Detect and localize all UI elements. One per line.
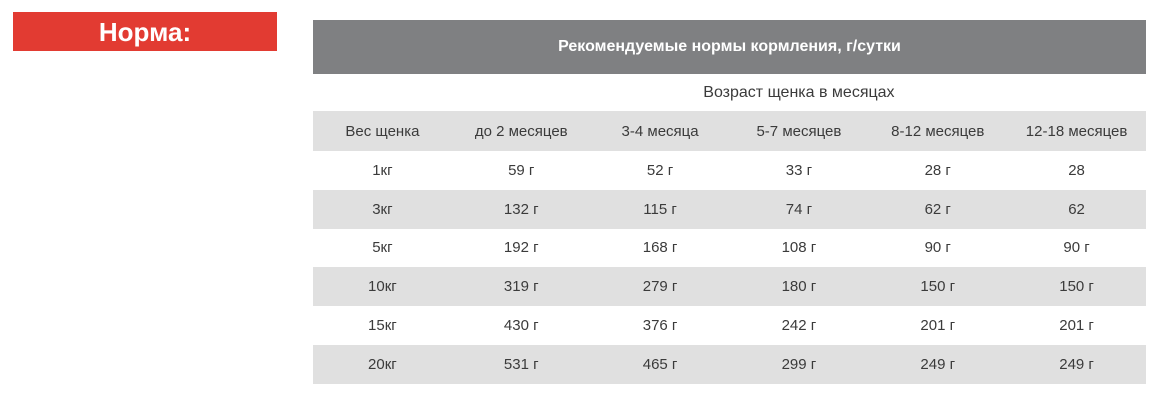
table-row — [313, 190, 1146, 229]
table-row — [313, 345, 1146, 384]
value-cell: 279 г — [642, 278, 678, 296]
value-cell: 28 — [1068, 161, 1085, 179]
weight-cell: 15кг — [368, 317, 397, 335]
value-cell: 201 г — [920, 317, 956, 335]
column-header-row — [313, 111, 1146, 151]
value-cell: 150 г — [920, 278, 956, 296]
value-cell: 376 г — [642, 317, 678, 335]
table-row — [313, 306, 1146, 345]
table-title-bar — [313, 20, 1146, 74]
value-cell: 115 г — [643, 200, 677, 218]
age-group-label: Возраст щенка в месяцах — [703, 83, 895, 101]
value-cell: 465 г — [642, 355, 678, 373]
weight-cell: 3кг — [372, 200, 393, 218]
table-row — [313, 151, 1146, 190]
column-header: 5-7 месяцев — [756, 122, 842, 140]
column-header: 3-4 месяца — [621, 122, 699, 140]
value-cell: 59 г — [508, 161, 535, 179]
value-cell: 132 г — [503, 200, 539, 218]
age-group-row — [313, 74, 1146, 111]
weight-cell: 20кг — [368, 355, 397, 373]
column-header-weight: Вес щенка — [345, 122, 420, 140]
column-header: 12-18 месяцев — [1025, 122, 1128, 140]
value-cell: 33 г — [785, 161, 813, 179]
norm-badge — [13, 12, 277, 51]
value-cell: 249 г — [920, 355, 956, 373]
value-cell: 150 г — [1059, 278, 1094, 296]
value-cell: 180 г — [781, 278, 817, 296]
table-row — [313, 267, 1146, 306]
value-cell: 319 г — [503, 278, 539, 296]
table-row — [313, 229, 1146, 268]
value-cell: 168 г — [642, 239, 678, 257]
column-header: до 2 месяцев — [474, 122, 568, 140]
value-cell: 192 г — [503, 239, 539, 257]
value-cell: 242 г — [781, 317, 817, 335]
value-cell: 62 — [1068, 200, 1085, 218]
value-cell: 430 г — [503, 317, 539, 335]
column-header: 8-12 месяцев — [891, 122, 985, 140]
table-title: Рекомендуемые нормы кормления, г/сутки — [558, 38, 901, 55]
value-cell: 201 г — [1059, 317, 1094, 335]
value-cell: 90 г — [924, 239, 951, 257]
value-cell: 28 г — [924, 161, 951, 179]
value-cell: 62 г — [924, 200, 951, 218]
weight-cell: 5кг — [372, 239, 393, 257]
value-cell: 531 г — [503, 355, 539, 373]
value-cell: 299 г — [781, 355, 817, 373]
value-cell: 249 г — [1059, 355, 1094, 373]
weight-cell: 10кг — [368, 278, 397, 296]
value-cell: 74 г — [785, 200, 813, 218]
value-cell: 90 г — [1063, 239, 1090, 257]
value-cell: 108 г — [781, 239, 817, 257]
feeding-norms-table — [313, 20, 1146, 384]
weight-cell: 1кг — [372, 161, 393, 179]
norm-badge-label: Норма: — [98, 16, 192, 47]
value-cell: 52 г — [646, 161, 674, 179]
